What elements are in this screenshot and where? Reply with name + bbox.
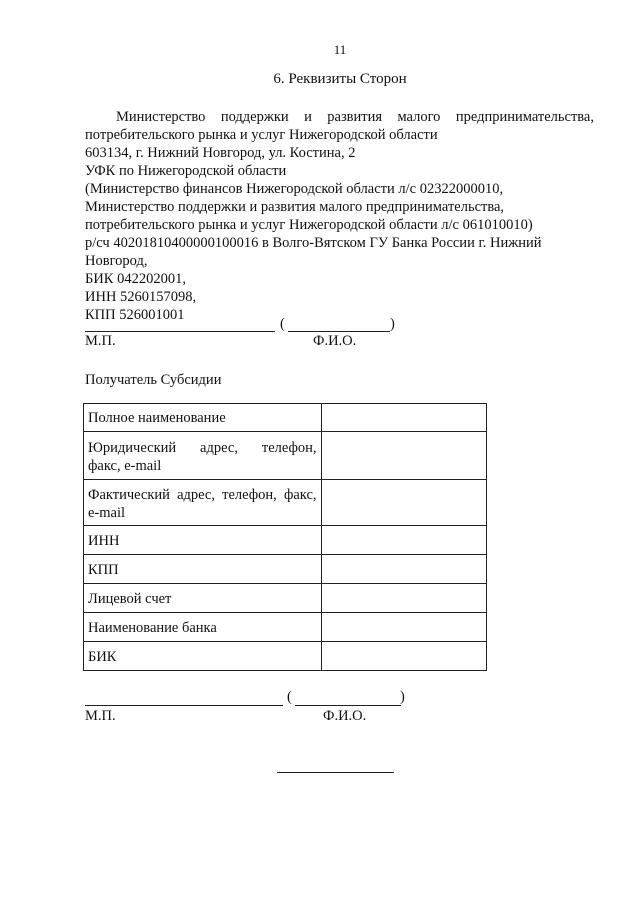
seal-label: М.П.	[85, 333, 116, 349]
row-label-text: факс, e-mail	[88, 458, 162, 474]
row-label	[84, 613, 322, 642]
row-label-text: Полное наименование	[88, 410, 226, 426]
row-label-text: Лицевой счет	[88, 591, 172, 607]
table-row	[84, 404, 487, 432]
row-label	[84, 480, 322, 526]
section-title: 6. Реквизиты Сторон	[273, 71, 407, 87]
table-row	[84, 526, 487, 555]
ministry-line: потребительского рынка и услуг Нижегородской области л/с 061010010)	[85, 217, 533, 233]
row-value	[321, 480, 486, 526]
ministry-inn: ИНН 5260157098,	[85, 289, 197, 305]
ministry-account: р/сч 40201810400000100016 в Волго-Вятском ГУ Банка России г. Нижний	[85, 235, 542, 251]
row-label-text: БИК	[88, 649, 117, 665]
row-label-text: Юридический адрес, телефон,	[88, 440, 317, 456]
ministry-kpp: КПП 526001001	[85, 307, 185, 323]
row-label	[84, 642, 322, 671]
close-paren: )	[400, 689, 405, 705]
open-paren: (	[287, 689, 292, 705]
fio-label: Ф.И.О.	[323, 708, 367, 724]
recipient-heading: Получатель Субсидии	[85, 372, 222, 388]
signature-line	[85, 705, 283, 706]
table-row	[84, 480, 487, 526]
row-value	[321, 584, 486, 613]
row-value	[321, 432, 486, 480]
row-label-text: Фактический адрес, телефон, факс,	[88, 487, 317, 503]
page-number: 11	[333, 42, 347, 57]
name-line	[295, 705, 401, 706]
row-label-text: КПП	[88, 562, 119, 578]
fio-label: Ф.И.О.	[313, 333, 357, 349]
ministry-address: 603134, г. Нижний Новгород, ул. Костина, 2	[85, 145, 356, 161]
ministry-treasury: УФК по Нижегородской области	[85, 163, 287, 179]
signature-line	[85, 331, 275, 332]
ministry-bik: БИК 042202001,	[85, 271, 186, 287]
row-label-text: Наименование банка	[88, 620, 217, 636]
table-row	[84, 555, 487, 584]
ministry-line: (Министерство финансов Нижегородской области л/с 02322000010,	[85, 181, 504, 197]
table-row	[84, 432, 487, 480]
row-value	[321, 404, 486, 432]
table-row	[84, 642, 487, 671]
ministry-line: Министерство поддержки и развития малого предпринимательства,	[85, 199, 505, 215]
close-paren: )	[390, 316, 395, 332]
ministry-line: потребительского рынка и услуг Нижегородской области	[85, 127, 438, 143]
row-value	[321, 526, 486, 555]
recipient-requisites-table	[83, 403, 487, 671]
open-paren: (	[280, 316, 285, 332]
row-label	[84, 432, 322, 480]
closing-separator-line	[277, 772, 394, 773]
ministry-line: Министерство поддержки и развития малого предпринимательства,	[116, 109, 594, 125]
seal-label: М.П.	[85, 708, 116, 724]
row-value	[321, 613, 486, 642]
name-line	[288, 331, 390, 332]
row-value	[321, 555, 486, 584]
row-label	[84, 555, 322, 584]
table-row	[84, 584, 487, 613]
row-label	[84, 584, 322, 613]
table-row	[84, 613, 487, 642]
row-label	[84, 404, 322, 432]
row-label-text: ИНН	[88, 533, 120, 549]
row-label	[84, 526, 322, 555]
ministry-line: Новгород,	[85, 253, 148, 269]
row-value	[321, 642, 486, 671]
row-label-text: e-mail	[88, 505, 126, 521]
